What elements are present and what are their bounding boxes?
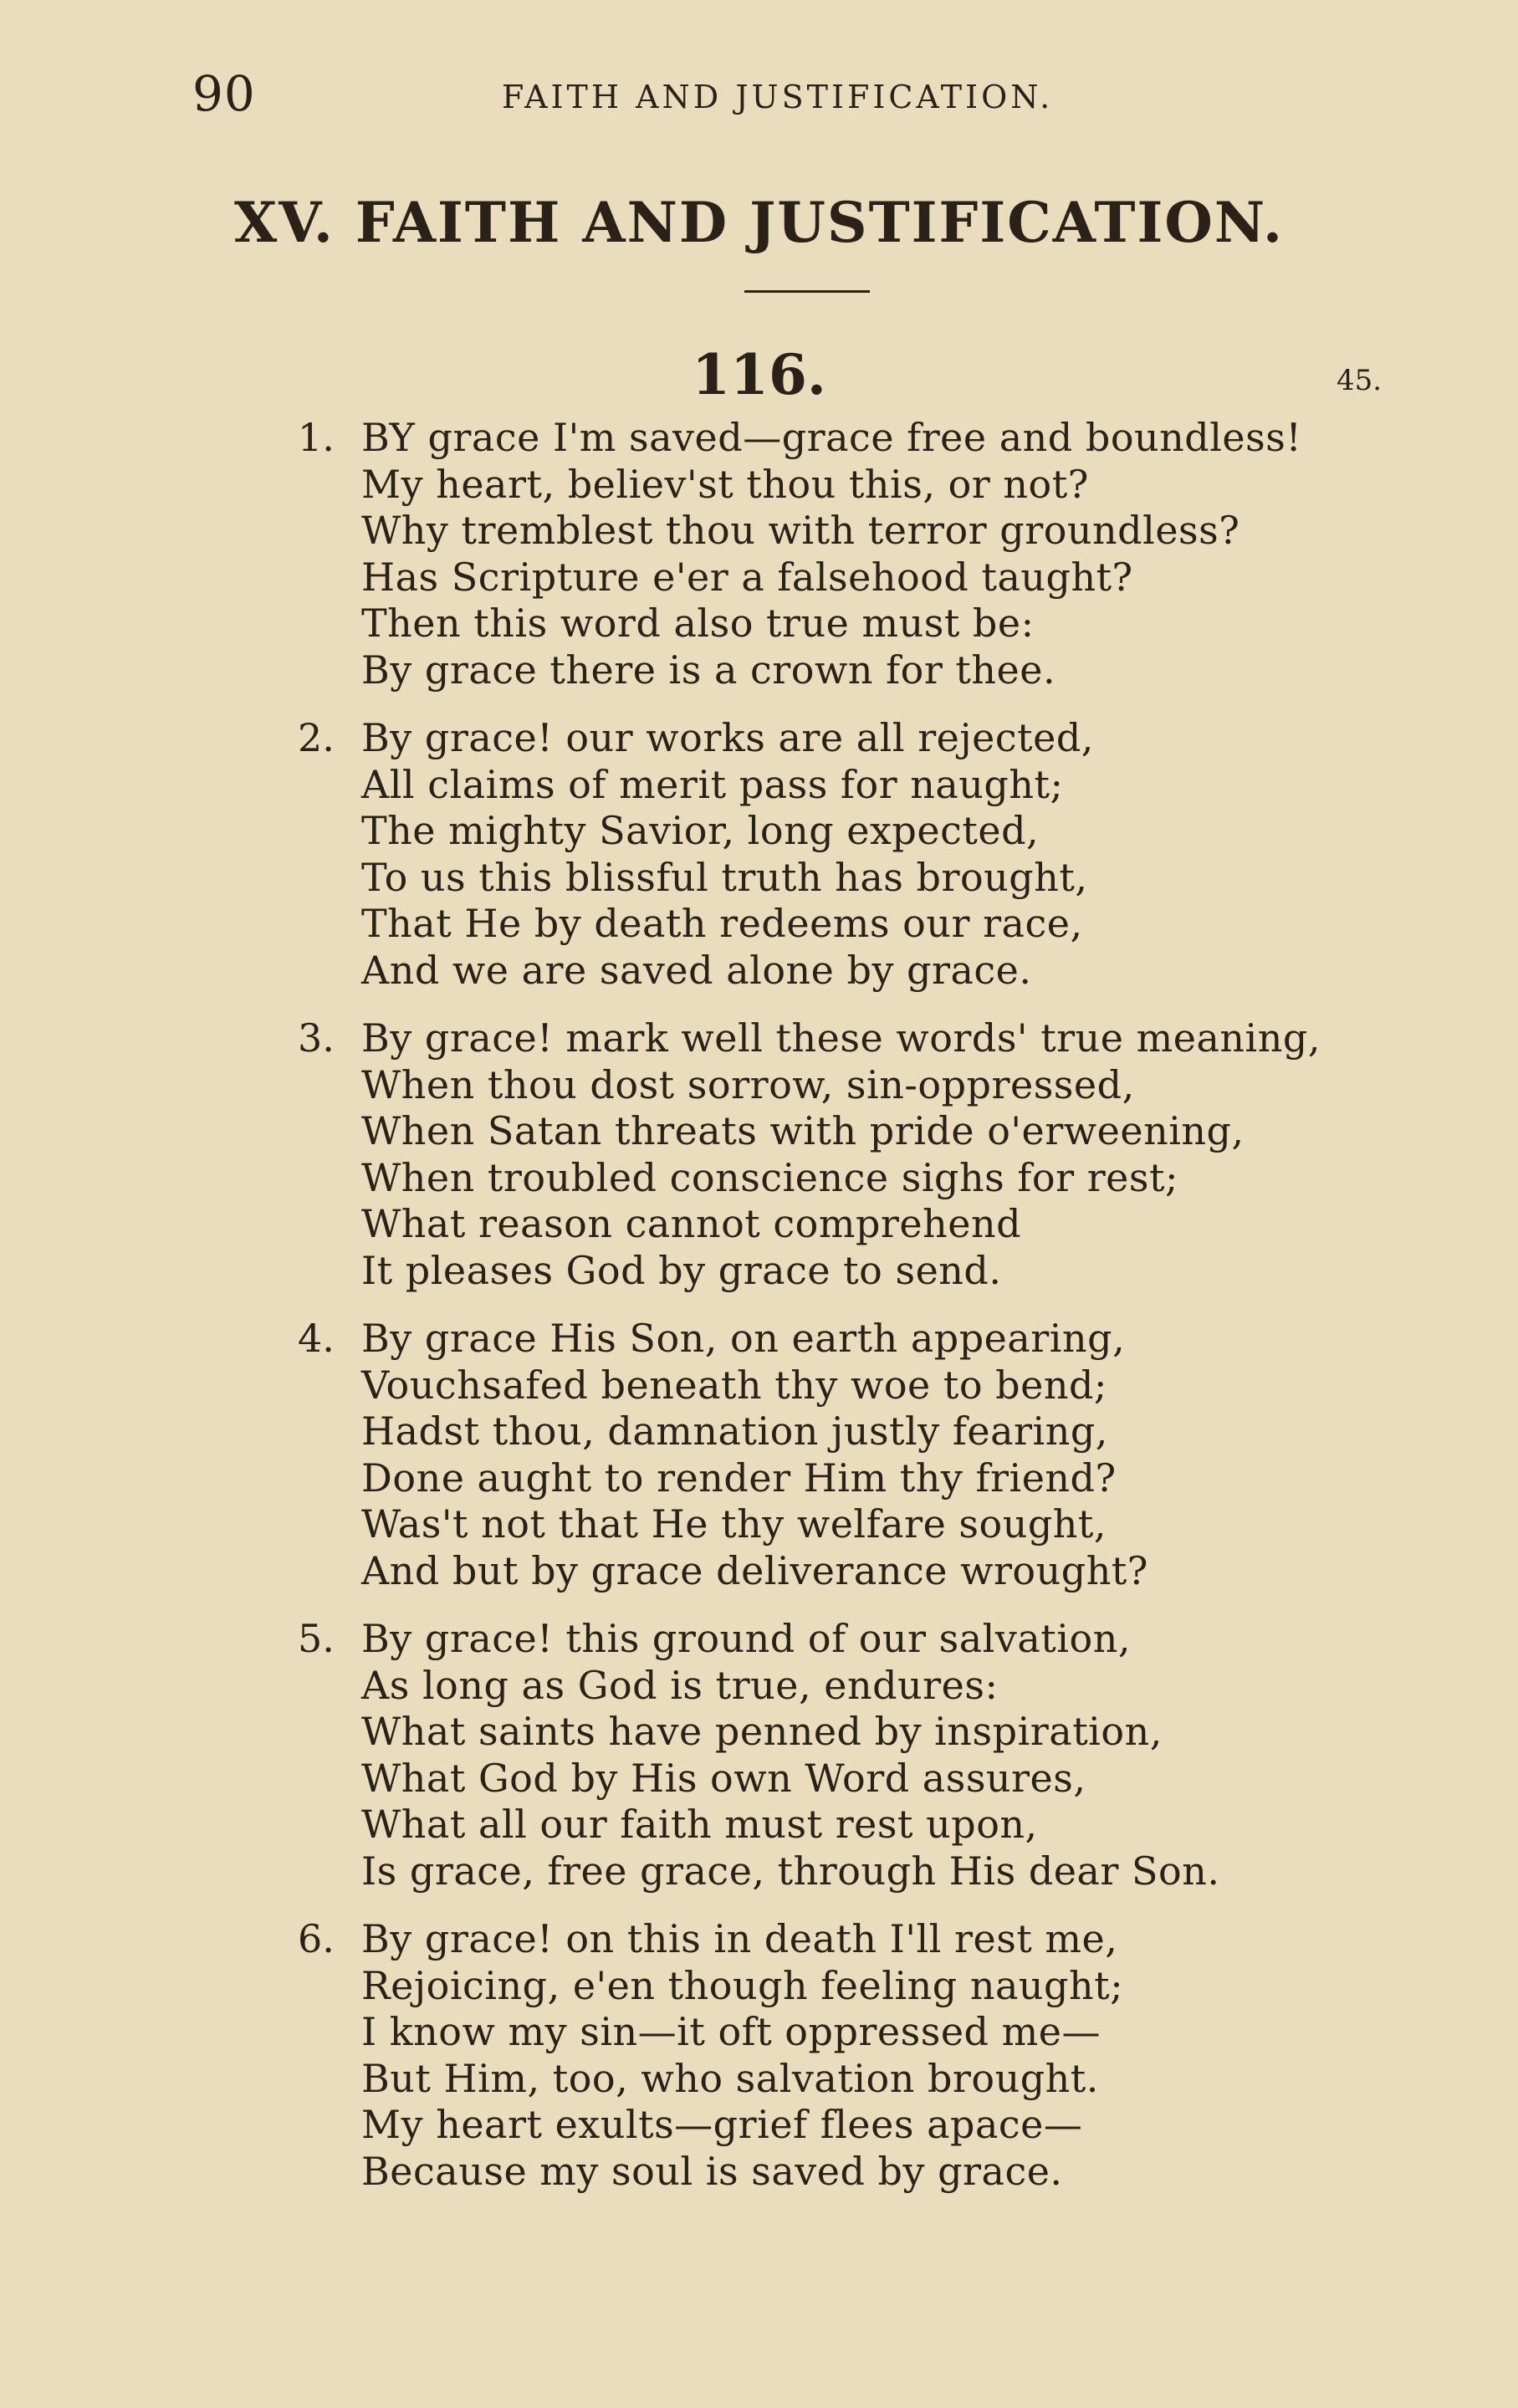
verse-lines (361, 1616, 1518, 1894)
verse-line: That He by death redeems our race, (361, 901, 1083, 946)
verse-line: To us this blissful truth has brought, (361, 854, 1088, 900)
verse-line: I know my sin—it oft oppressed me— (361, 2009, 1101, 2054)
verse-line: My heart, believ'st thou this, or not? (361, 461, 1089, 507)
verse-number: 6. (298, 1916, 335, 1961)
verse-line: What saints have penned by inspiration, (361, 1709, 1163, 1754)
verse-lines (361, 715, 1518, 994)
verse-line: By grace! our works are all rejected, (361, 715, 1094, 760)
verse-line: My heart exults—grief flees apace— (361, 2102, 1083, 2147)
verse-line: By grace! mark well these words' true meaning, (361, 1015, 1321, 1061)
verse-line: What God by His own Word assures, (361, 1755, 1086, 1801)
verse-line: Done aught to render Him thy friend? (361, 1455, 1117, 1501)
verse-line: The mighty Savior, long expected, (361, 808, 1040, 853)
verse-line: Why tremblest thou with terror groundless? (361, 508, 1240, 553)
verse-line: By grace there is a crown for thee. (361, 647, 1056, 693)
stanza (0, 415, 1518, 693)
verse-line: By grace! this ground of our salvation, (361, 1616, 1131, 1661)
verse-line: Has Scripture e'er a falsehood taught? (361, 554, 1133, 600)
verse-line: Rejoicing, e'en though feeling naught; (361, 1962, 1124, 2008)
verse-line: Then this word also true must be: (361, 601, 1035, 646)
verse-line: Was't not that He thy welfare sought, (361, 1501, 1107, 1547)
hymn-number: 116. (692, 342, 826, 407)
running-head (0, 65, 1518, 122)
stanza (0, 1616, 1518, 1894)
stanza (0, 1015, 1518, 1294)
section-heading: XV. FAITH AND JUSTIFICATION. (234, 190, 1284, 255)
verse-line: When Satan threats with pride o'erweening, (361, 1108, 1245, 1153)
verse-line: When thou dost sorrow, sin-oppressed, (361, 1061, 1135, 1107)
verse-number: 4. (298, 1316, 335, 1361)
verse-number: 3. (298, 1015, 335, 1061)
verse-line: All claims of merit pass for naught; (361, 761, 1064, 807)
tune-number: 45. (1337, 364, 1383, 397)
verse-line: But Him, too, who salvation brought. (361, 2055, 1099, 2101)
stanza (0, 715, 1518, 994)
verse-number: 1. (298, 415, 335, 460)
verse-line: And we are saved alone by grace. (361, 947, 1032, 993)
verse-line: It pleases God by grace to send. (361, 1247, 1002, 1293)
verse-line: What all our faith must rest upon, (361, 1802, 1038, 1847)
verse-number: 2. (298, 715, 335, 760)
verse-line: By grace! on this in death I'll rest me, (361, 1916, 1118, 1961)
verse-lines (361, 1916, 1518, 2195)
verse-line: Hadst thou, damnation justly fearing, (361, 1409, 1108, 1454)
running-title: FAITH AND JUSTIFICATION. (502, 79, 1054, 115)
verse-line: Is grace, free grace, through His dear Son. (361, 1848, 1220, 1894)
verse-line: BY grace I'm saved—grace free and boundless! (361, 415, 1302, 460)
divider-rule (744, 290, 870, 293)
verse-lines (361, 1316, 1518, 1594)
verse-line: What reason cannot comprehend (361, 1201, 1022, 1246)
verse-line: Vouchsafed beneath thy woe to bend; (361, 1362, 1107, 1408)
verse-line: Because my soul is saved by grace. (361, 2148, 1063, 2194)
verse-line: By grace His Son, on earth appearing, (361, 1316, 1126, 1361)
stanza (0, 1916, 1518, 2195)
verse-lines (361, 415, 1518, 693)
verse-line: When troubled conscience sighs for rest; (361, 1154, 1178, 1200)
verse-lines (361, 1015, 1518, 1294)
page-number: 90 (192, 65, 256, 122)
stanza (0, 1316, 1518, 1594)
verse-line: And but by grace deliverance wrought? (361, 1547, 1148, 1593)
verse-number: 5. (298, 1616, 335, 1661)
stanza-list (0, 415, 1518, 2216)
verse-line: As long as God is true, endures: (361, 1662, 999, 1708)
